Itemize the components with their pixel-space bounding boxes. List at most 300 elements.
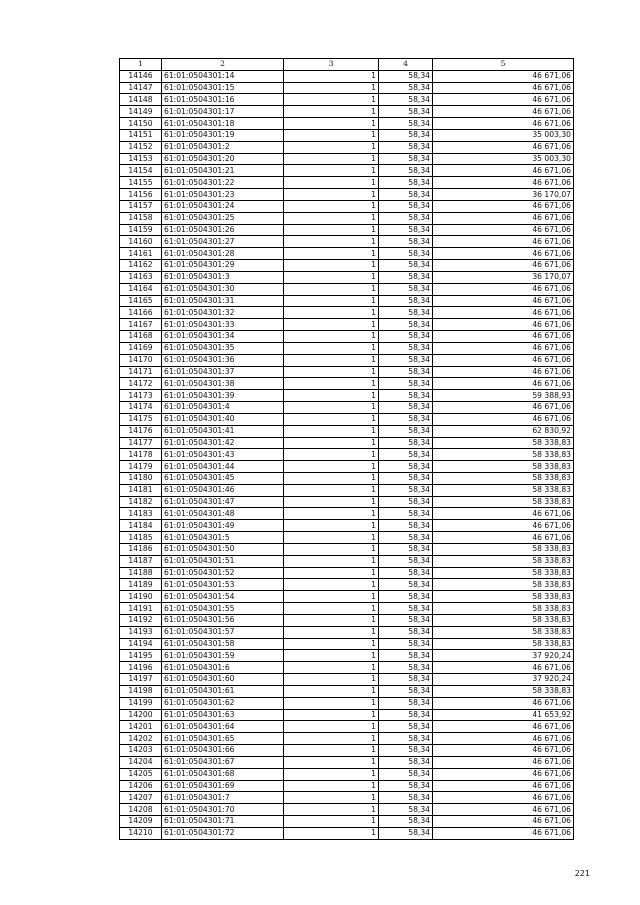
count-cell: 1 (284, 437, 379, 449)
cadastral-number-cell: 61:01:0504301:3 (162, 271, 284, 283)
count-cell: 1 (284, 543, 379, 555)
count-cell: 1 (284, 685, 379, 697)
cadastral-number-cell: 61:01:0504301:26 (162, 224, 284, 236)
count-cell: 1 (284, 402, 379, 414)
cadastral-number-cell: 61:01:0504301:42 (162, 437, 284, 449)
count-cell: 1 (284, 827, 379, 839)
value-cell: 46 671,06 (433, 295, 574, 307)
row-number-cell: 14192 (120, 614, 162, 626)
table-row (120, 780, 574, 792)
area-cell: 58,34 (379, 283, 433, 295)
table-row (120, 437, 574, 449)
table-row (120, 248, 574, 260)
table-row (120, 756, 574, 768)
row-number-cell: 14159 (120, 224, 162, 236)
value-cell: 46 671,06 (433, 94, 574, 106)
table-row (120, 224, 574, 236)
row-number-cell: 14147 (120, 82, 162, 94)
table-row (120, 212, 574, 224)
area-cell: 58,34 (379, 271, 433, 283)
table-row (120, 70, 574, 82)
value-cell: 46 671,06 (433, 319, 574, 331)
count-cell: 1 (284, 189, 379, 201)
table-row (120, 591, 574, 603)
cadastral-number-cell: 61:01:0504301:51 (162, 555, 284, 567)
count-cell: 1 (284, 200, 379, 212)
area-cell: 58,34 (379, 614, 433, 626)
area-cell: 58,34 (379, 118, 433, 130)
table-row (120, 118, 574, 130)
area-cell: 58,34 (379, 390, 433, 402)
row-number-cell: 14162 (120, 260, 162, 272)
page-number: 221 (574, 869, 590, 878)
area-cell: 58,34 (379, 153, 433, 165)
row-number-cell: 14185 (120, 532, 162, 544)
table-row (120, 792, 574, 804)
table-row (120, 153, 574, 165)
table-row (120, 603, 574, 615)
value-cell: 37 920,24 (433, 674, 574, 686)
cadastral-number-cell: 61:01:0504301:29 (162, 260, 284, 272)
cadastral-number-cell: 61:01:0504301:62 (162, 697, 284, 709)
row-number-cell: 14173 (120, 390, 162, 402)
area-cell: 58,34 (379, 721, 433, 733)
value-cell: 46 671,06 (433, 508, 574, 520)
table-row (120, 366, 574, 378)
count-cell: 1 (284, 177, 379, 189)
row-number-cell: 14187 (120, 555, 162, 567)
count-cell: 1 (284, 662, 379, 674)
area-cell: 58,34 (379, 768, 433, 780)
cadastral-number-cell: 61:01:0504301:24 (162, 200, 284, 212)
row-number-cell: 14202 (120, 733, 162, 745)
row-number-cell: 14184 (120, 520, 162, 532)
area-cell: 58,34 (379, 165, 433, 177)
row-number-cell: 14164 (120, 283, 162, 295)
table-row (120, 425, 574, 437)
value-cell: 58 338,83 (433, 543, 574, 555)
area-cell: 58,34 (379, 543, 433, 555)
area-cell: 58,34 (379, 141, 433, 153)
cadastral-number-cell: 61:01:0504301:44 (162, 461, 284, 473)
table-row (120, 354, 574, 366)
row-number-cell: 14204 (120, 756, 162, 768)
table-row (120, 827, 574, 839)
area-cell: 58,34 (379, 709, 433, 721)
value-cell: 46 671,06 (433, 733, 574, 745)
table-row (120, 283, 574, 295)
area-cell: 58,34 (379, 224, 433, 236)
cadastral-number-cell: 61:01:0504301:47 (162, 496, 284, 508)
row-number-cell: 14195 (120, 650, 162, 662)
value-cell: 46 671,06 (433, 141, 574, 153)
row-number-cell: 14167 (120, 319, 162, 331)
value-cell: 46 671,06 (433, 307, 574, 319)
table-row (120, 461, 574, 473)
table-row (120, 82, 574, 94)
area-cell: 58,34 (379, 449, 433, 461)
count-cell: 1 (284, 638, 379, 650)
area-cell: 58,34 (379, 638, 433, 650)
value-cell: 36 170,07 (433, 189, 574, 201)
table-body (120, 70, 574, 839)
cadastral-number-cell: 61:01:0504301:67 (162, 756, 284, 768)
value-cell: 58 338,83 (433, 555, 574, 567)
count-cell: 1 (284, 532, 379, 544)
area-cell: 58,34 (379, 697, 433, 709)
table-row (120, 165, 574, 177)
cadastral-number-cell: 61:01:0504301:50 (162, 543, 284, 555)
area-cell: 58,34 (379, 626, 433, 638)
area-cell: 58,34 (379, 804, 433, 816)
cadastral-number-cell: 61:01:0504301:32 (162, 307, 284, 319)
value-cell: 46 671,06 (433, 413, 574, 425)
value-cell: 36 170,07 (433, 271, 574, 283)
area-cell: 58,34 (379, 650, 433, 662)
value-cell: 58 338,83 (433, 626, 574, 638)
value-cell: 58 338,83 (433, 579, 574, 591)
row-number-cell: 14176 (120, 425, 162, 437)
area-cell: 58,34 (379, 461, 433, 473)
value-cell: 46 671,06 (433, 177, 574, 189)
value-cell: 46 671,06 (433, 354, 574, 366)
cadastral-number-cell: 61:01:0504301:72 (162, 827, 284, 839)
value-cell: 46 671,06 (433, 532, 574, 544)
row-number-cell: 14175 (120, 413, 162, 425)
row-number-cell: 14181 (120, 484, 162, 496)
row-number-cell: 14166 (120, 307, 162, 319)
cadastral-number-cell: 61:01:0504301:27 (162, 236, 284, 248)
value-cell: 58 338,83 (433, 437, 574, 449)
area-cell: 58,34 (379, 354, 433, 366)
count-cell: 1 (284, 555, 379, 567)
cadastral-number-cell: 61:01:0504301:5 (162, 532, 284, 544)
row-number-cell: 14151 (120, 129, 162, 141)
table-row (120, 472, 574, 484)
area-cell: 58,34 (379, 70, 433, 82)
value-cell: 58 338,83 (433, 496, 574, 508)
value-cell: 35 003,30 (433, 129, 574, 141)
cadastral-number-cell: 61:01:0504301:53 (162, 579, 284, 591)
value-cell: 46 671,06 (433, 804, 574, 816)
area-cell: 58,34 (379, 413, 433, 425)
value-cell: 46 671,06 (433, 248, 574, 260)
count-cell: 1 (284, 756, 379, 768)
table-row (120, 650, 574, 662)
area-cell: 58,34 (379, 378, 433, 390)
row-number-cell: 14199 (120, 697, 162, 709)
count-cell: 1 (284, 319, 379, 331)
count-cell: 1 (284, 614, 379, 626)
cadastral-number-cell: 61:01:0504301:43 (162, 449, 284, 461)
area-cell: 58,34 (379, 496, 433, 508)
area-cell: 58,34 (379, 425, 433, 437)
table-row (120, 721, 574, 733)
cadastral-number-cell: 61:01:0504301:35 (162, 342, 284, 354)
area-cell: 58,34 (379, 591, 433, 603)
cadastral-number-cell: 61:01:0504301:34 (162, 331, 284, 343)
count-cell: 1 (284, 118, 379, 130)
area-cell: 58,34 (379, 295, 433, 307)
value-cell: 46 671,06 (433, 402, 574, 414)
row-number-cell: 14170 (120, 354, 162, 366)
count-cell: 1 (284, 591, 379, 603)
value-cell: 37 920,24 (433, 650, 574, 662)
table-row (120, 496, 574, 508)
row-number-cell: 14209 (120, 816, 162, 828)
value-cell: 58 338,83 (433, 449, 574, 461)
area-cell: 58,34 (379, 827, 433, 839)
value-cell: 46 671,06 (433, 283, 574, 295)
row-number-cell: 14203 (120, 745, 162, 757)
count-cell: 1 (284, 295, 379, 307)
table-row (120, 94, 574, 106)
cadastral-number-cell: 61:01:0504301:7 (162, 792, 284, 804)
table-row (120, 579, 574, 591)
row-number-cell: 14190 (120, 591, 162, 603)
row-number-cell: 14160 (120, 236, 162, 248)
row-number-cell: 14153 (120, 153, 162, 165)
area-cell: 58,34 (379, 745, 433, 757)
row-number-cell: 14210 (120, 827, 162, 839)
row-number-cell: 14169 (120, 342, 162, 354)
table-row (120, 189, 574, 201)
row-number-cell: 14152 (120, 141, 162, 153)
table-row (120, 449, 574, 461)
area-cell: 58,34 (379, 532, 433, 544)
cadastral-number-cell: 61:01:0504301:31 (162, 295, 284, 307)
row-number-cell: 14182 (120, 496, 162, 508)
table-row (120, 567, 574, 579)
count-cell: 1 (284, 129, 379, 141)
table-row (120, 106, 574, 118)
area-cell: 58,34 (379, 792, 433, 804)
count-cell: 1 (284, 82, 379, 94)
table-row (120, 555, 574, 567)
value-cell: 59 388,93 (433, 390, 574, 402)
value-cell: 46 671,06 (433, 721, 574, 733)
cadastral-number-cell: 61:01:0504301:56 (162, 614, 284, 626)
cadastral-number-cell: 61:01:0504301:33 (162, 319, 284, 331)
value-cell: 46 671,06 (433, 697, 574, 709)
table-row (120, 236, 574, 248)
area-cell: 58,34 (379, 129, 433, 141)
row-number-cell: 14179 (120, 461, 162, 473)
value-cell: 58 338,83 (433, 567, 574, 579)
value-cell: 58 338,83 (433, 484, 574, 496)
area-cell: 58,34 (379, 685, 433, 697)
count-cell: 1 (284, 709, 379, 721)
row-number-cell: 14146 (120, 70, 162, 82)
count-cell: 1 (284, 378, 379, 390)
count-cell: 1 (284, 236, 379, 248)
row-number-cell: 14207 (120, 792, 162, 804)
cadastral-number-cell: 61:01:0504301:68 (162, 768, 284, 780)
count-cell: 1 (284, 768, 379, 780)
table-row (120, 319, 574, 331)
value-cell: 58 338,83 (433, 685, 574, 697)
table-row (120, 295, 574, 307)
count-cell: 1 (284, 733, 379, 745)
column-header-1: 1 (120, 59, 162, 71)
cadastral-number-cell: 61:01:0504301:61 (162, 685, 284, 697)
area-cell: 58,34 (379, 402, 433, 414)
cadastral-number-cell: 61:01:0504301:16 (162, 94, 284, 106)
value-cell: 46 671,06 (433, 212, 574, 224)
area-cell: 58,34 (379, 177, 433, 189)
area-cell: 58,34 (379, 200, 433, 212)
row-number-cell: 14172 (120, 378, 162, 390)
table-row (120, 626, 574, 638)
cadastral-number-cell: 61:01:0504301:70 (162, 804, 284, 816)
count-cell: 1 (284, 212, 379, 224)
table-row (120, 745, 574, 757)
cadastral-number-cell: 61:01:0504301:23 (162, 189, 284, 201)
area-cell: 58,34 (379, 94, 433, 106)
count-cell: 1 (284, 106, 379, 118)
table-row (120, 307, 574, 319)
count-cell: 1 (284, 153, 379, 165)
cadastral-number-cell: 61:01:0504301:30 (162, 283, 284, 295)
row-number-cell: 14183 (120, 508, 162, 520)
count-cell: 1 (284, 366, 379, 378)
area-cell: 58,34 (379, 603, 433, 615)
value-cell: 46 671,06 (433, 378, 574, 390)
table-row (120, 129, 574, 141)
value-cell: 46 671,06 (433, 236, 574, 248)
area-cell: 58,34 (379, 342, 433, 354)
value-cell: 46 671,06 (433, 224, 574, 236)
value-cell: 46 671,06 (433, 331, 574, 343)
area-cell: 58,34 (379, 756, 433, 768)
cadastral-number-cell: 61:01:0504301:54 (162, 591, 284, 603)
count-cell: 1 (284, 472, 379, 484)
cadastral-number-cell: 61:01:0504301:37 (162, 366, 284, 378)
row-number-cell: 14155 (120, 177, 162, 189)
column-header-2: 2 (162, 59, 284, 71)
count-cell: 1 (284, 721, 379, 733)
row-number-cell: 14150 (120, 118, 162, 130)
column-header-3: 3 (284, 59, 379, 71)
count-cell: 1 (284, 271, 379, 283)
row-number-cell: 14189 (120, 579, 162, 591)
value-cell: 46 671,06 (433, 82, 574, 94)
cadastral-number-cell: 61:01:0504301:40 (162, 413, 284, 425)
count-cell: 1 (284, 484, 379, 496)
cadastral-number-cell: 61:01:0504301:58 (162, 638, 284, 650)
table-row (120, 271, 574, 283)
value-cell: 46 671,06 (433, 827, 574, 839)
row-number-cell: 14206 (120, 780, 162, 792)
column-header-4: 4 (379, 59, 433, 71)
count-cell: 1 (284, 165, 379, 177)
cadastral-number-cell: 61:01:0504301:17 (162, 106, 284, 118)
table-row (120, 804, 574, 816)
cadastral-number-cell: 61:01:0504301:60 (162, 674, 284, 686)
table-row (120, 662, 574, 674)
cadastral-number-cell: 61:01:0504301:19 (162, 129, 284, 141)
table-row (120, 342, 574, 354)
row-number-cell: 14157 (120, 200, 162, 212)
value-cell: 46 671,06 (433, 520, 574, 532)
value-cell: 46 671,06 (433, 662, 574, 674)
row-number-cell: 14188 (120, 567, 162, 579)
cadastral-number-cell: 61:01:0504301:66 (162, 745, 284, 757)
value-cell: 46 671,06 (433, 768, 574, 780)
value-cell: 46 671,06 (433, 70, 574, 82)
count-cell: 1 (284, 70, 379, 82)
cadastral-number-cell: 61:01:0504301:45 (162, 472, 284, 484)
count-cell: 1 (284, 804, 379, 816)
count-cell: 1 (284, 94, 379, 106)
cadastral-number-cell: 61:01:0504301:55 (162, 603, 284, 615)
cadastral-number-cell: 61:01:0504301:71 (162, 816, 284, 828)
count-cell: 1 (284, 354, 379, 366)
area-cell: 58,34 (379, 555, 433, 567)
cadastral-number-cell: 61:01:0504301:59 (162, 650, 284, 662)
cadastral-number-cell: 61:01:0504301:39 (162, 390, 284, 402)
cadastral-number-cell: 61:01:0504301:21 (162, 165, 284, 177)
area-cell: 58,34 (379, 733, 433, 745)
cadastral-number-cell: 61:01:0504301:57 (162, 626, 284, 638)
area-cell: 58,34 (379, 674, 433, 686)
row-number-cell: 14186 (120, 543, 162, 555)
row-number-cell: 14158 (120, 212, 162, 224)
count-cell: 1 (284, 331, 379, 343)
table-row (120, 733, 574, 745)
count-cell: 1 (284, 697, 379, 709)
table-row (120, 413, 574, 425)
count-cell: 1 (284, 792, 379, 804)
count-cell: 1 (284, 224, 379, 236)
table-row (120, 402, 574, 414)
row-number-cell: 14174 (120, 402, 162, 414)
row-number-cell: 14205 (120, 768, 162, 780)
area-cell: 58,34 (379, 780, 433, 792)
count-cell: 1 (284, 508, 379, 520)
value-cell: 46 671,06 (433, 792, 574, 804)
count-cell: 1 (284, 141, 379, 153)
value-cell: 58 338,83 (433, 472, 574, 484)
table-row (120, 141, 574, 153)
value-cell: 46 671,06 (433, 816, 574, 828)
row-number-cell: 14178 (120, 449, 162, 461)
value-cell: 46 671,06 (433, 165, 574, 177)
table-row (120, 378, 574, 390)
row-number-cell: 14208 (120, 804, 162, 816)
cadastral-number-cell: 61:01:0504301:18 (162, 118, 284, 130)
row-number-cell: 14149 (120, 106, 162, 118)
value-cell: 58 338,83 (433, 638, 574, 650)
area-cell: 58,34 (379, 662, 433, 674)
area-cell: 58,34 (379, 82, 433, 94)
count-cell: 1 (284, 520, 379, 532)
table-row (120, 508, 574, 520)
cadastral-number-cell: 61:01:0504301:38 (162, 378, 284, 390)
area-cell: 58,34 (379, 816, 433, 828)
cadastral-number-cell: 61:01:0504301:41 (162, 425, 284, 437)
count-cell: 1 (284, 626, 379, 638)
row-number-cell: 14171 (120, 366, 162, 378)
count-cell: 1 (284, 461, 379, 473)
row-number-cell: 14168 (120, 331, 162, 343)
cadastral-number-cell: 61:01:0504301:49 (162, 520, 284, 532)
area-cell: 58,34 (379, 472, 433, 484)
count-cell: 1 (284, 260, 379, 272)
table-row (120, 543, 574, 555)
count-cell: 1 (284, 425, 379, 437)
area-cell: 58,34 (379, 567, 433, 579)
